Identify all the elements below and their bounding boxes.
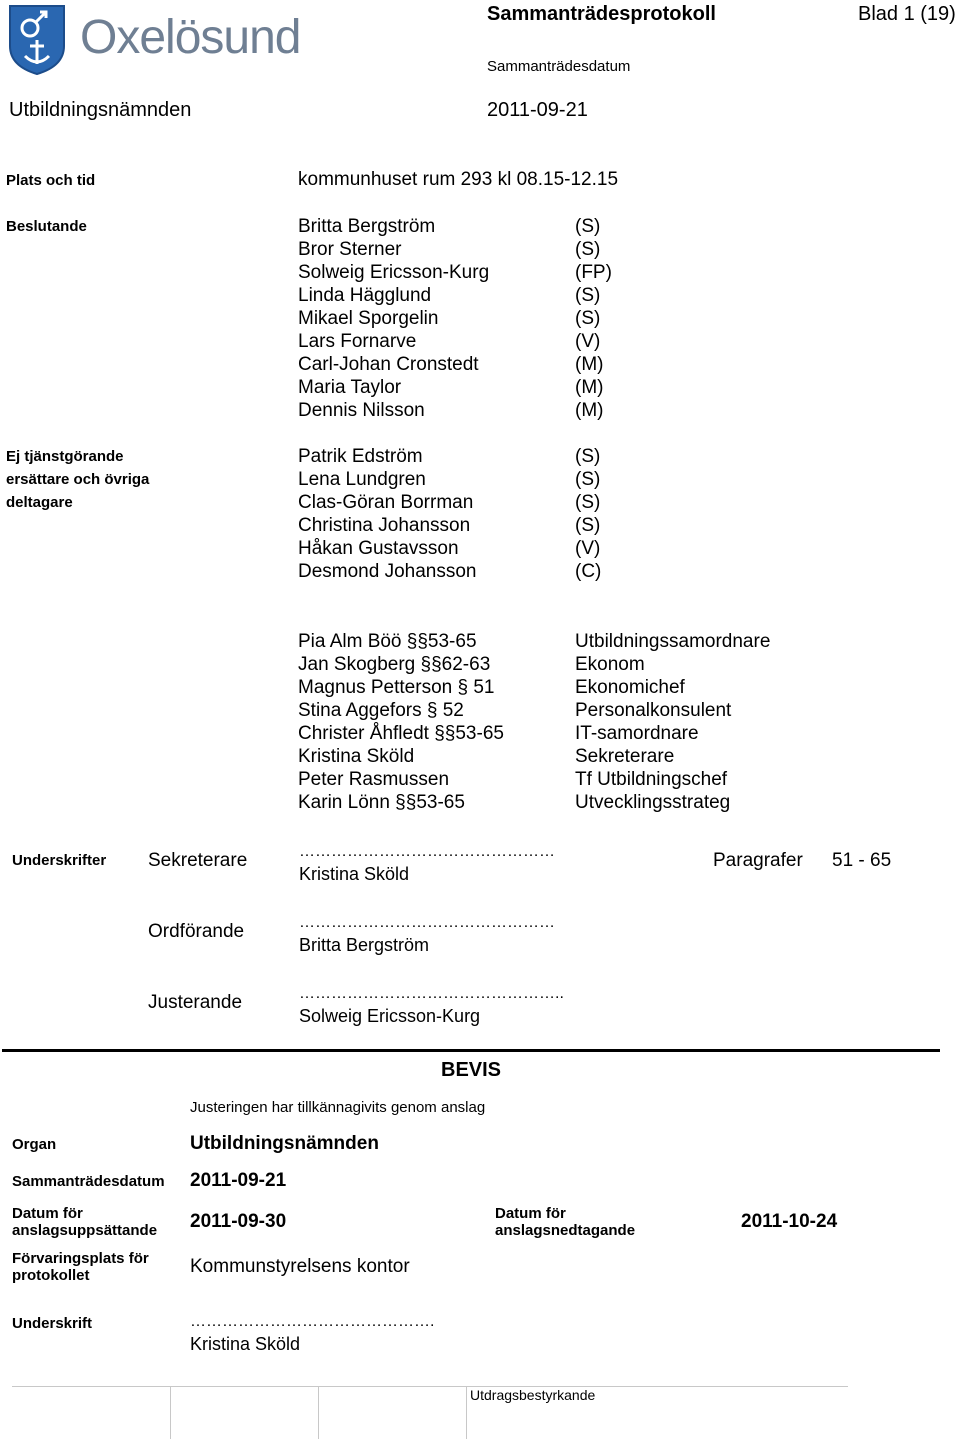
others-label-line-2: ersättare och övriga	[6, 471, 150, 488]
list-item: Patrik Edström	[298, 446, 423, 467]
bevis-posted-label-1: Datum för	[12, 1205, 83, 1222]
meeting-date: 2011-09-21	[487, 99, 588, 121]
signatures-label: Underskrifter	[12, 852, 107, 869]
meeting-date-label: Sammanträdesdatum	[487, 58, 631, 75]
list-item: Britta Bergström	[298, 216, 436, 237]
list-item: Christer Åhfledt §§53-65	[298, 723, 504, 744]
party-label: (C)	[575, 561, 602, 582]
bevis-signature-label: Underskrift	[12, 1315, 93, 1332]
bevis-date-value: 2011-09-21	[190, 1170, 287, 1191]
deciding-parties	[575, 215, 612, 422]
chair-name: Britta Bergström	[299, 935, 430, 955]
role-label: Tf Utbildningschef	[575, 769, 728, 790]
document-title: Sammanträdesprotokoll	[487, 3, 716, 25]
bevis-subtitle: Justeringen har tillkännagivits genom anslag	[190, 1099, 486, 1116]
party-label: (S)	[575, 446, 601, 467]
place-label: Plats och tid	[6, 172, 96, 189]
deciding-label: Beslutande	[6, 218, 87, 235]
list-item: Lena Lundgren	[298, 469, 426, 490]
secretary-role: Sekreterare	[148, 850, 248, 871]
list-item: Pia Alm Böö §§53-65	[298, 631, 477, 652]
list-item: Stina Aggefors § 52	[298, 700, 464, 721]
place-value: kommunhuset rum 293 kl 08.15-12.15	[298, 169, 619, 190]
list-item: Jan Skogberg §§62-63	[298, 654, 491, 675]
adjuster-name: Solweig Ericsson-Kurg	[299, 1006, 481, 1026]
party-label: (FP)	[575, 262, 612, 283]
list-item: Kristina Sköld	[298, 746, 415, 767]
role-label: Utbildningssamordnare	[575, 631, 771, 652]
bevis-storage-label-2: protokollet	[12, 1267, 90, 1284]
bevis-posted-value: 2011-09-30	[190, 1211, 287, 1232]
role-label: Sekreterare	[575, 746, 675, 767]
paragraphs-label: Paragrafer	[713, 850, 803, 871]
divider	[2, 1049, 940, 1052]
bevis-title: BEVIS	[441, 1059, 502, 1081]
party-label: (S)	[575, 515, 601, 536]
role-label: Ekonomichef	[575, 677, 685, 698]
substitute-names	[298, 445, 477, 583]
deciding-names	[298, 215, 489, 422]
bevis-date-label: Sammanträdesdatum	[12, 1173, 165, 1190]
role-label: Ekonom	[575, 654, 645, 675]
list-item: Magnus Petterson § 51	[298, 677, 495, 698]
extract-certification-label: Utdragsbestyrkande	[470, 1387, 596, 1403]
party-label: (S)	[575, 492, 601, 513]
footer-cell-divider	[466, 1386, 467, 1439]
list-item: Håkan Gustavsson	[298, 538, 459, 559]
bevis-storage-value: Kommunstyrelsens kontor	[190, 1256, 410, 1277]
bevis-removed-value: 2011-10-24	[741, 1211, 838, 1232]
page-number: Blad 1 (19)	[858, 3, 956, 25]
official-roles	[575, 630, 770, 814]
party-label: (V)	[575, 538, 601, 559]
bevis-removed-label-2: anslagsnedtagande	[495, 1222, 636, 1239]
list-item: Dennis Nilsson	[298, 400, 425, 421]
substitute-parties	[575, 445, 601, 583]
others-label-line-1: Ej tjänstgörande	[6, 448, 124, 465]
logo-text: Oxelösund	[80, 11, 301, 64]
organ-name: Utbildningsnämnden	[9, 99, 192, 121]
role-label: Utvecklingsstrateg	[575, 792, 731, 813]
list-item: Bror Sterner	[298, 239, 402, 260]
list-item: Solweig Ericsson-Kurg	[298, 262, 490, 283]
list-item: Peter Rasmussen	[298, 769, 450, 790]
role-label: Personalkonsulent	[575, 700, 732, 721]
party-label: (S)	[575, 469, 601, 490]
footer-cell-divider	[170, 1386, 171, 1439]
bevis-storage-label-1: Förvaringsplats för	[12, 1250, 149, 1267]
bevis-signature-line: ……………………………………….	[190, 1313, 435, 1330]
footer-rule	[12, 1386, 848, 1387]
list-item: Christina Johansson	[298, 515, 471, 536]
bevis-signature-name: Kristina Sköld	[190, 1334, 301, 1354]
bevis-organ-value: Utbildningsnämnden	[190, 1133, 379, 1154]
official-names	[298, 630, 504, 814]
bevis-removed-label-1: Datum för	[495, 1205, 566, 1222]
list-item: Maria Taylor	[298, 377, 402, 398]
party-label: (M)	[575, 400, 604, 421]
list-item: Mikael Sporgelin	[298, 308, 439, 329]
list-item: Clas-Göran Borrman	[298, 492, 474, 513]
bevis-organ-label: Organ	[12, 1136, 57, 1153]
list-item: Linda Hägglund	[298, 285, 432, 306]
list-item: Lars Fornarve	[298, 331, 417, 352]
secretary-name: Kristina Sköld	[299, 864, 410, 884]
paragraphs-value: 51 - 65	[832, 850, 892, 871]
bevis-posted-label-2: anslagsuppsättande	[12, 1222, 158, 1239]
adjuster-role: Justerande	[148, 992, 243, 1013]
footer-cell-divider	[318, 1386, 319, 1439]
party-label: (S)	[575, 308, 601, 329]
chair-role: Ordförande	[148, 921, 245, 942]
party-label: (S)	[575, 285, 601, 306]
secretary-signature-line: …………………………………………	[299, 843, 555, 860]
role-label: IT-samordnare	[575, 723, 699, 744]
party-label: (M)	[575, 354, 604, 375]
party-label: (V)	[575, 331, 601, 352]
adjuster-signature-line: …………………………………………..	[299, 985, 564, 1002]
others-label-line-3: deltagare	[6, 494, 73, 511]
party-label: (S)	[575, 239, 601, 260]
municipality-crest-icon	[8, 4, 66, 76]
party-label: (S)	[575, 216, 601, 237]
list-item: Karin Lönn §§53-65	[298, 792, 465, 813]
list-item: Carl-Johan Cronstedt	[298, 354, 479, 375]
list-item: Desmond Johansson	[298, 561, 477, 582]
chair-signature-line: …………………………………………	[299, 914, 555, 931]
party-label: (M)	[575, 377, 604, 398]
